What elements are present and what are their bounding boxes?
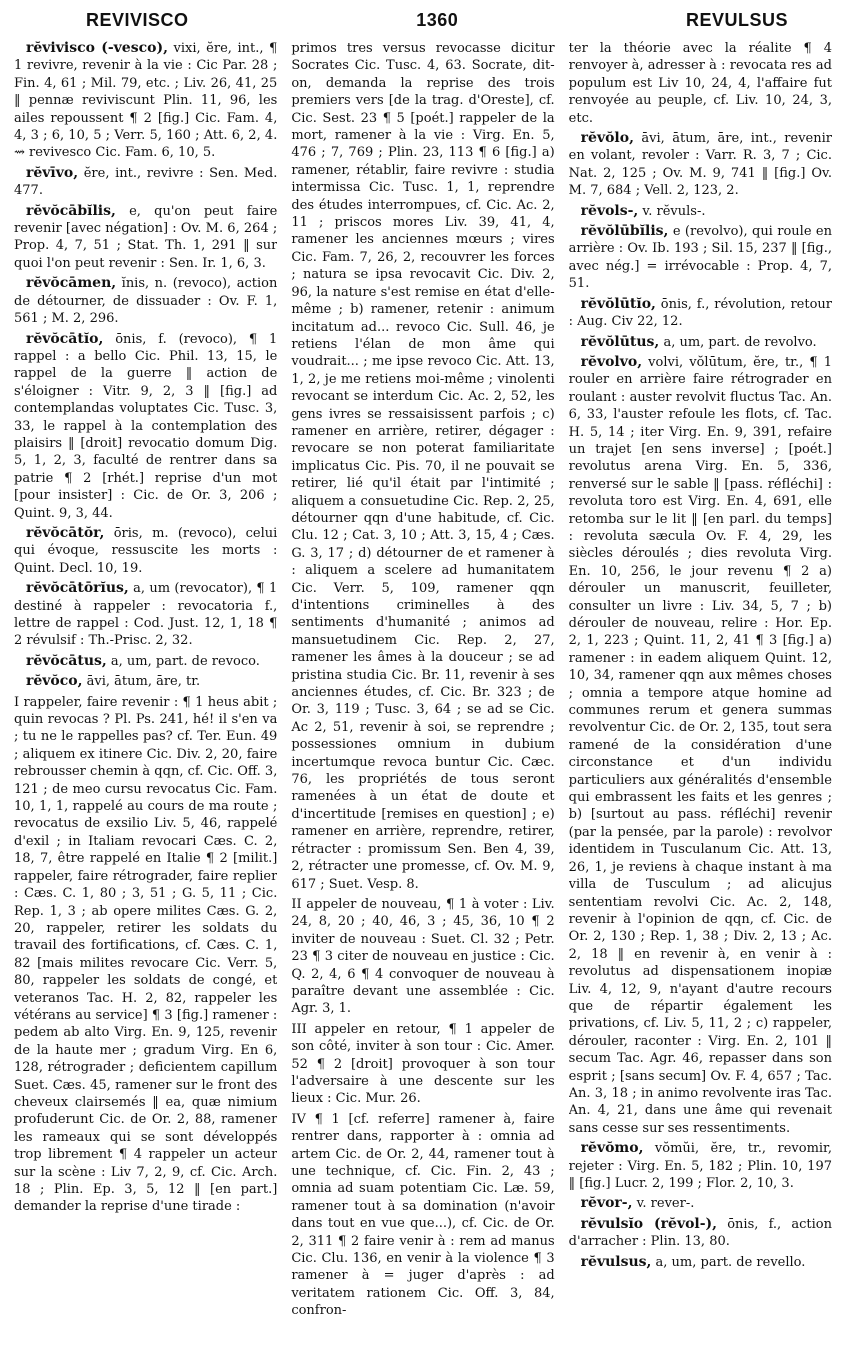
dictionary-entry bbox=[569, 1195, 832, 1212]
entry-headword: rĕvulsus, bbox=[580, 1253, 652, 1270]
entry-headword: rĕvīvo, bbox=[26, 164, 79, 181]
entry-headword: rĕvŏcātus, bbox=[26, 652, 107, 669]
entry-text: āvi, ātum, āre, int., revenir en volant, revoler : Varr. R. 3, 7 ; Cic. Nat. 2, 125 ; Ov. M. 9, 741 ‖ [fig.] Ov. M. 7, 684 ; Vell. 2, 123, 2. bbox=[568, 131, 832, 199]
entry-headword: rĕvŏcātŏr, bbox=[26, 524, 105, 541]
dictionary-entry bbox=[14, 203, 277, 273]
entry-text: v. rever-. bbox=[632, 1196, 695, 1212]
column-3 bbox=[569, 40, 832, 1350]
dictionary-entry bbox=[14, 331, 277, 522]
entry-headword: rĕvŏlo, bbox=[580, 130, 634, 147]
entry-headword: rĕvŏmo, bbox=[580, 1140, 644, 1157]
column-2 bbox=[291, 40, 554, 1350]
entry-text: primos tres versus revocasse dicitur Socrates Cic. Tusc. 4, 63. Socrate, dit-on, demanda la reprise des trois premiers vers [de la trag. d'Oreste], cf. Cic. Sest. 23 ¶ 5 [poét.] rappeler de la mort, ramener à la vie : Virg. En. 5, 476 ; 7, 769 ; Plin. 23, 113 ¶ 6 [fig.] a) ramener, rétablir, faire revivre : studia intermissa Cic. Tusc. 1, 1, reprendre des études interrompues, cf. Cic. Ac. 2, 11 ; priscos mores Liv. 39, 41, 4, ramener les anciennes mœurs ; vires Cic. Fam. 7, 26, 2, recouvrer les forces ; natura se ipsa revocavit Cic. Div. 2, 96, la nature s'est remise en état d'elle-même ; b) ramener, retenir : animum incitatum ad... revoco Cic. Sull. 46, je retiens l'élan de mon âme qui voudrait... ; me ipse revoco Cic. Att. 13, 1, 2, je me retiens moi-même ; vinolenti revocant se interdum Cic. Ac. 2, 52, les gens ivres se ressaisissent parfois ; c) ramener en arrière, retirer, dégager : revocare se non poterat familiaritate implicatus Cic. Pis. 70, il ne pouvait se retirer, lié qu'il était par l'intimité ; aliquem a consuetudine Cic. Rep. 2, 25, détourner qqn d'une habitude, cf. Cic. Clu. 12 ; Cat. 3, 10 ; Att. 3, 15, 4 ; Cæs. G. 3, 17 ; d) détourner de et ramener à : aliquem a scelere ad humanitatem Cic. Verr. 5, 109, ramener qqn d'intentions criminelles à des sentiments d'humanité ; animos ad mansuetudinem Cic. Rep. 2, 27, ramener les âmes à la douceur ; se ad pristina studia Cic. Br. 11, revenir à ses anciennes études, cf. Cic. Br. 323 ; de Or. 3, 119 ; Tusc. 3, 64 ; se ad se Cic. Ac 2, 51, revenir à soi, se reprendre ; possessiones omnium in dubium incertumque revoca buntur Cic. Cæc. 76, les propriétés de tous seront ramenées à un état de doute et d'incertitude [remises en question] ; e) ramener en arrière, reprendre, retirer, rétracter : promissum Sen. Ben 4, 39, 2, rétracter une promesse, cf. Ov. M. 9, 617 ; Suet. Vesp. 8. bbox=[291, 41, 555, 892]
dictionary-entry bbox=[569, 1254, 832, 1271]
entry-text: v. rĕvuls-. bbox=[638, 203, 706, 219]
entry-text: IV ¶ 1 [cf. referre] ramener à, faire rentrer dans, rapporter à : omnia ad artem Cic. de Or. 2, 44, ramener tout à une technique, cf. Cic. Fin. 2, 43 ; omnia ad suam potentiam Cic. Læ. 59, ramener tout à sa domination (n'avoir dans tout en vue que...), cf. Cic. de Or. 2, 311 ¶ 2 faire venir à : rem ad manus Cic. Clu. 136, en venir à la violence ¶ 3 ramener à = juger d'après : ad veritatem rationem Cic. Off. 3, 84, confron- bbox=[291, 1111, 555, 1319]
dictionary-entry bbox=[14, 694, 277, 1216]
dictionary-entry bbox=[14, 165, 277, 200]
dictionary-entry bbox=[569, 203, 832, 220]
entry-text: vŏmŭi, ĕre, tr., revomir, rejeter : Virg. En. 5, 182 ; Plin. 10, 197 ‖ [fig.] Lucr. 2, 199 ; Flor. 2, 10, 3. bbox=[568, 1141, 832, 1191]
dictionary-entry bbox=[14, 275, 277, 327]
column-1 bbox=[14, 40, 277, 1350]
page-number: 1360 bbox=[416, 10, 459, 30]
dictionary-entry bbox=[14, 673, 277, 690]
entry-text: āvi, ātum, āre, tr. bbox=[82, 674, 201, 690]
dictionary-entry bbox=[14, 40, 277, 162]
entry-headword: rĕvŏcābĭlis, bbox=[26, 202, 116, 219]
dictionary-entry bbox=[569, 1216, 832, 1251]
dictionary-entry bbox=[569, 130, 832, 200]
entry-text: e (revolvo), qui roule en arrière : Ov. Ib. 193 ; Sil. 15, 237 ‖ [fig., avec nég.] = irrévocable : Prop. 4, 7, 51. bbox=[568, 224, 832, 292]
entry-headword: rĕvŏcātĭo, bbox=[26, 330, 104, 347]
dictionary-entry bbox=[14, 653, 277, 670]
dictionary-entry bbox=[569, 354, 832, 1137]
entry-headword: rĕvŏlūtĭo, bbox=[580, 295, 656, 312]
dictionary-entry bbox=[14, 580, 277, 650]
entry-text: a, um (revocator), ¶ 1 destiné à rappeler : revocatoria f., lettre de rappel : Cod. Just. 12, 1, 18 ¶ 2 révulsif : Th.-Prisc. 2, 32. bbox=[14, 581, 278, 649]
entry-text: ōnis, f., action d'arracher : Plin. 13, 80. bbox=[568, 1216, 832, 1250]
entry-headword: rĕvolvo, bbox=[580, 353, 643, 370]
dictionary-entry bbox=[14, 525, 277, 577]
dictionary-entry bbox=[291, 896, 554, 1018]
entry-text: ĕre, int., revivre : Sen. Med. 477. bbox=[14, 165, 278, 199]
entry-text: I rappeler, faire revenir : ¶ 1 heus abit ; quin revocas ? Pl. Ps. 241, hé! il s'en va ; tu ne le rappelles pas? cf. Ter. Eun. 49 ; aliquem ex itinere Cic. Div. 2, 20, faire rebrousser chemin à qqn, cf. Cic. Off. 3, 121 ; de meo cursu revocatus Cic. Fam. 10, 1, 1, rappelé au cours de ma route ; revocatus de exsilio Liv. 5, 46, rappelé d'exil ; in Italiam revocari Cæs. C. 2, 18, 7, être rappelé en Italie ¶ 2 [milit.] rappeler, faire rétrograder, faire replier : Cæs. C. 1, 80 ; 3, 51 ; G. 5, 11 ; Cic. Rep. 1, 3 ; ab opere milites Cæs. G. 2, 20, rappeler, retirer les soldats du travail des fortifications, cf. Cæs. C. 1, 82 [mais milites revocare Cic. Verr. 5, 80, rappeler les soldats de congé, et veteranos Tac. H. 2, 82, rappeler les vétérans au service] ¶ 3 [fig.] ramener : pedem ab alto Virg. En. 9, 125, revenir de la haute mer ; gradum Virg. En 6, 128, rétrograder ; deficientem capillum Suet. Cæs. 45, ramener sur le front des cheveux clairsemés ‖ ea, quæ nimium profuderunt Cic. de Or. 2, 88, ramener les rameaux qui se sont développés trop librement ¶ 4 rappeler un acteur sur la scène : Liv 7, 2, 9, cf. Cic. Arch. 18 ; Plin. Ep. 3, 5, 12 ‖ [en part.] demander la reprise d'une tirade : bbox=[14, 694, 278, 1215]
entry-text: a, um, part. de revoco. bbox=[106, 653, 260, 669]
header-right-guideword: REVULSUS bbox=[685, 10, 788, 30]
entry-headword: rĕvŏcātōrĭus, bbox=[26, 580, 129, 597]
columns bbox=[14, 40, 832, 1350]
dictionary-entry bbox=[569, 40, 832, 127]
entry-headword: rĕvulsĭo (rĕvol-), bbox=[580, 1215, 718, 1232]
header-left-guideword: REVIVISCO bbox=[86, 10, 189, 30]
entry-text: a, um, part. de revolvo. bbox=[659, 334, 817, 350]
dictionary-entry bbox=[291, 1021, 554, 1108]
entry-headword: rĕvŏlūtus, bbox=[580, 333, 660, 350]
dictionary-entry bbox=[569, 223, 832, 293]
entry-text: vixi, ĕre, int., ¶ 1 revivre, revenir à la vie : Cic Par. 28 ; Fin. 4, 61 ; Mil. 79, etc. ; Liv. 26, 41, 25 ‖ pennæ reviviscunt Plin. 11, 96, les ailes repoussent ¶ 2 [fig.] Cic. Fam. 4, 4, 3 ; 6, 10, 5 ; Verr. 5, 160 ; Att. 6, 2, 4. ⇝ revivesco Cic. Fam. 6, 10, 5. bbox=[14, 41, 278, 161]
entry-text: e, qu'on peut faire revenir [avec négation] : Ov. M. 6, 264 ; Prop. 4, 7, 51 ; Stat. Th. 1, 291 ‖ sur quoi l'on peut revenir : Sen. Ir. 1, 6, 3. bbox=[14, 203, 278, 271]
entry-text: a, um, part. de revello. bbox=[651, 1254, 806, 1270]
entry-headword: rĕvor-, bbox=[580, 1195, 633, 1212]
entry-headword: rĕvols-, bbox=[580, 202, 639, 219]
entry-text: ōnis, f., révolution, retour : Aug. Civ 22, 12. bbox=[568, 296, 832, 330]
dictionary-entry bbox=[569, 1140, 832, 1192]
dictionary-entry bbox=[569, 334, 832, 351]
entry-text: ōris, m. (revoco), celui qui évoque, ressuscite les morts : Quint. Decl. 10, 19. bbox=[14, 525, 278, 576]
entry-text: ōnis, f. (revoco), ¶ 1 rappel : a bello Cic. Phil. 13, 15, le rappel de la guerre ‖ action de s'éloigner : Vitr. 9, 2, 3 ‖ [fig.] ad contemplandas voluptates Cic. Tusc. 3, 33, le rappel à la contemplation des plaisirs ‖ [droit] revocatio domum Dig. 5, 1, 2, 3, faculté de rentrer dans sa patrie ¶ 2 [rhét.] reprise d'un mot [pour insister] : Cic. de Or. 3, 206 ; Quint. 9, 3, 44. bbox=[14, 331, 278, 521]
dictionary-entry bbox=[291, 40, 554, 893]
dictionary-entry bbox=[569, 296, 832, 331]
entry-text: III appeler en retour, ¶ 1 appeler de son côté, inviter à son tour : Cic. Amer. 52 ¶ 2 [droit] provoquer à son tour l'adversaire à une descente sur les lieux : Cic. Mur. 26. bbox=[291, 1021, 555, 1107]
dictionary-entry bbox=[291, 1111, 554, 1320]
entry-text: ter la théorie avec la réalite ¶ 4 renvoyer à, adresser à : revocata res ad populum est Liv 10, 24, 4, l'affaire fut renvoyée au peuple, cf. Liv. 10, 24, 3, etc. bbox=[568, 41, 832, 126]
entry-text: volvi, vŏlūtum, ĕre, tr., ¶ 1 rouler en arrière faire rétrograder en roulant : auster revolvit fluctus Tac. An. 6, 33, l'auster refoule les flots, cf. Tac. H. 5, 14 ; iter Virg. En. 9, 391, refaire un trajet [en sens inverse] ; [poét.] revolutus arena Virg. En. 5, 336, renversé sur le sable ‖ [pass. réfléchi] : revoluta toro est Virg. En. 4, 691, elle retomba sur le lit ‖ [en parl. du temps] : revoluta sæcula Ov. F. 4, 29, les siècles déroulés ; dies revoluta Virg. En. 10, 256, le jour revenu ¶ 2 a) dérouler un manuscrit, feuilleter, consulter un livre : Liv. 34, 5, 7 ; b) dérouler de nouveau, relire : Hor. Ep. 2, 1, 223 ; Quint. 11, 2, 41 ¶ 3 [fig.] a) ramener : in eadem aliquem Quint. 12, 10, 34, ramener qqn aux mêmes choses ; omnia a tempore atque homine ad communes rerum et genera summas revolventur Cic. de Or. 2, 135, tout sera ramené de la considération d'une circonstance et d'un individu particuliers aux généralités d'ensemble qui embrassent les faits et les genres ; b) [surtout au pass. réfléchi] revenir (par la pensée, par la parole) : revolvor identidem in Tusculanum Cic. Att. 13, 26, 1, je reviens à chaque instant à ma villa de Tusculum ; ad alicujus sententiam revolvi Cic. Ac. 2, 148, revenir à l'opinion de qqn, cf. Cic. de Or. 2, 130 ; Rep. 1, 38 ; Div. 2, 13 ; Ac. 2, 18 ‖ en revenir à, en venir à : revolutus ad dispensationem inopiæ Liv. 4, 12, 9, n'ayant d'autre recours que de répartir également les privations, cf. Liv. 5, 11, 2 ; c) rappeler, dérouler, raconter : Virg. En. 2, 101 ‖ secum Tac. Agr. 46, repasser dans son esprit ; [sans secum] Ov. F. 4, 657 ; Tac. An. 3, 18 ; in animo revolvente iras Tac. An. 4, 21, dans une âme qui revenait sans cesse sur ses ressentiments. bbox=[568, 354, 832, 1136]
entry-headword: rĕvivisco (-vesco), bbox=[26, 40, 168, 56]
entry-text: ĭnis, n. (revoco), action de détourner, de dissuader : Ov. F. 1, 561 ; M. 2, 296. bbox=[14, 276, 278, 327]
page-header bbox=[14, 10, 832, 40]
entry-headword: rĕvŏco, bbox=[26, 673, 83, 690]
entry-headword: rĕvŏlūbĭlis, bbox=[580, 223, 669, 240]
entry-headword: rĕvŏcāmen, bbox=[26, 275, 117, 292]
entry-text: II appeler de nouveau, ¶ 1 à voter : Liv. 24, 8, 20 ; 40, 46, 3 ; 45, 36, 10 ¶ 2 inviter de nouveau : Suet. Cl. 32 ; Petr. 23 ¶ 3 citer de nouveau en justice : Cic. Q. 2, 4, 6 ¶ 4 convoquer de nouveau à paraître devant une assemblée : Cic. Agr. 3, 1. bbox=[291, 896, 555, 1017]
